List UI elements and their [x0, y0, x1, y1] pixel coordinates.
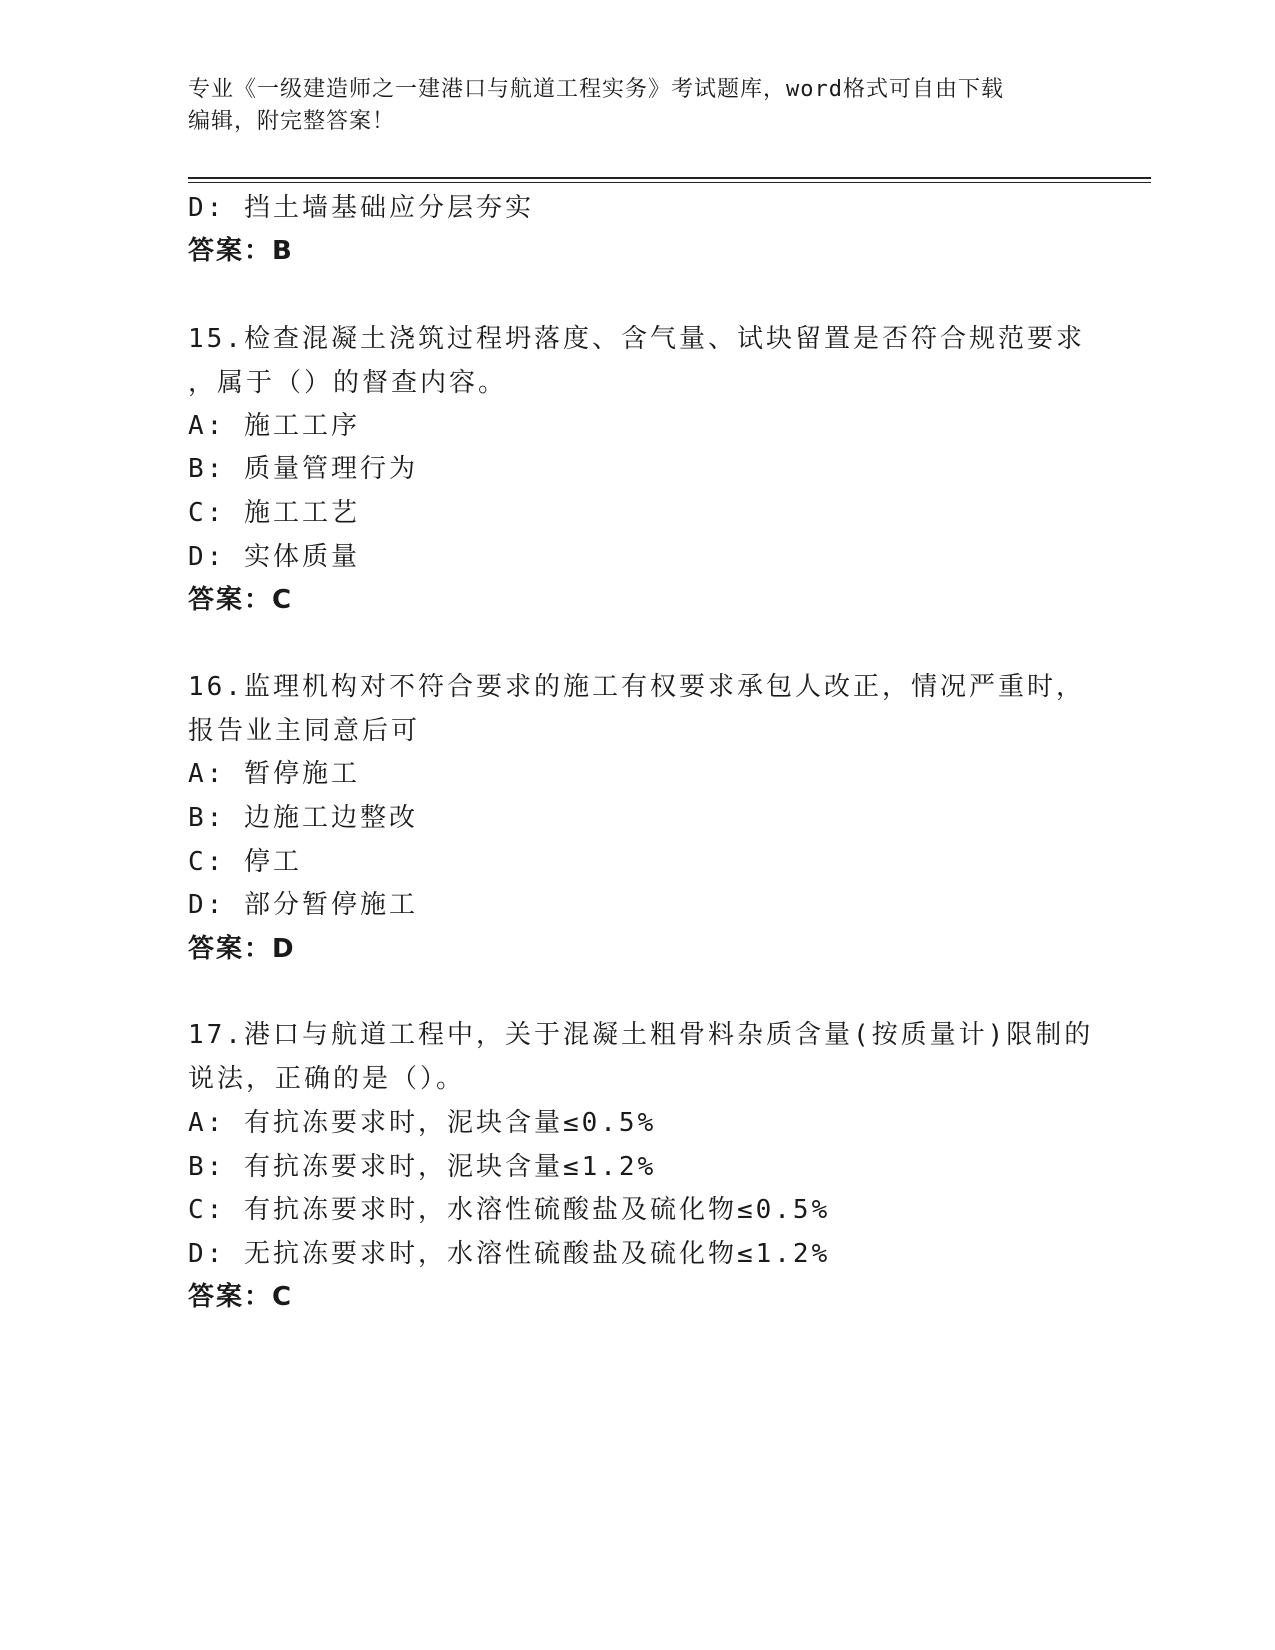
header-line-2: 编辑，附完整答案！ — [188, 109, 396, 134]
q15-stem-line-2: ，属于（）的督查内容。 — [188, 368, 508, 398]
document-header — [188, 74, 1088, 138]
q16-option-b: B: 边施工边整改 — [188, 803, 418, 833]
q17-stem-line-2: 说法，正确的是（）。 — [188, 1064, 466, 1094]
q17-option-c: C: 有抗冻要求时，水溶性硫酸盐及硫化物≤0.5% — [188, 1195, 831, 1225]
header-divider-thin — [188, 182, 1151, 183]
q15-stem-line-1: 15.检查混凝土浇筑过程坍落度、含气量、试块留置是否符合规范要求 — [188, 324, 1085, 354]
q15-option-a: A: 施工工序 — [188, 411, 360, 441]
q16-option-d: D: 部分暂停施工 — [188, 890, 418, 920]
q17-option-d: D: 无抗冻要求时，水溶性硫酸盐及硫化物≤1.2% — [188, 1239, 831, 1269]
q15-option-d: D: 实体质量 — [188, 542, 360, 572]
q15-answer: 答案：C — [188, 585, 294, 615]
q15-option-c: C: 施工工艺 — [188, 498, 360, 528]
q17-stem-line-1: 17.港口与航道工程中，关于混凝土粗骨料杂质含量(按质量计)限制的 — [188, 1020, 1094, 1050]
q14-option-d: D: 挡土墙基础应分层夯实 — [188, 193, 534, 223]
q16-stem-line-1: 16.监理机构对不符合要求的施工有权要求承包人改正，情况严重时， — [188, 672, 1085, 702]
q17-option-a: A: 有抗冻要求时，泥块含量≤0.5% — [188, 1108, 657, 1138]
q15-option-b: B: 质量管理行为 — [188, 454, 418, 484]
q17-option-b: B: 有抗冻要求时，泥块含量≤1.2% — [188, 1152, 657, 1182]
q16-stem-line-2: 报告业主同意后可 — [188, 716, 421, 746]
header-line-1: 专业《一级建造师之一建港口与航道工程实务》考试题库，word格式可自由下载 — [188, 77, 1004, 102]
q16-answer: 答案：D — [188, 934, 296, 964]
q16-option-a: A: 暂停施工 — [188, 759, 360, 789]
q14-answer: 答案：B — [188, 236, 294, 266]
header-divider-thick — [188, 177, 1151, 179]
q16-option-c: C: 停工 — [188, 847, 302, 877]
q17-answer: 答案：C — [188, 1282, 294, 1312]
